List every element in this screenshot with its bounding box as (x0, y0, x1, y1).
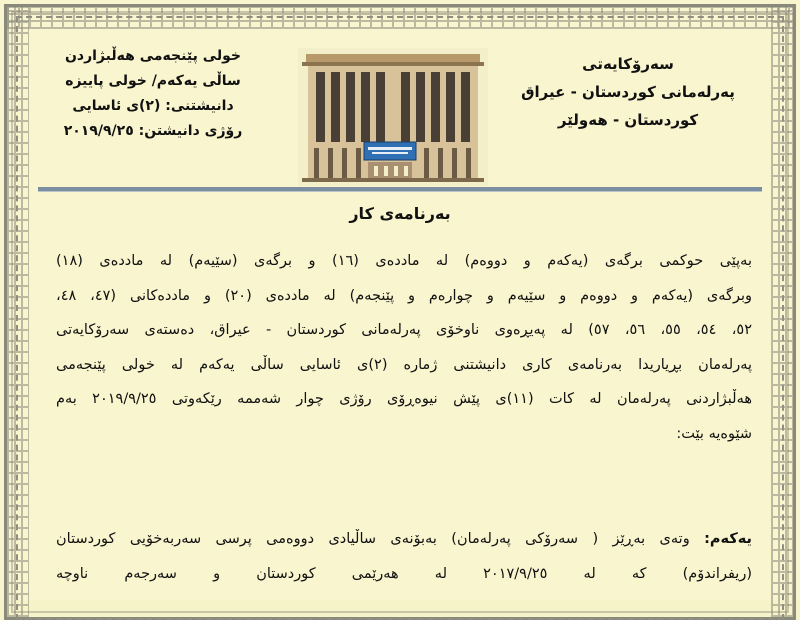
body-line: وبرگەی (یەکەم و دووەم و سێیەم و چوارەم و پێنجەم) لە ماددەی (٢٠) و ماددەکانی (٤٧، ٤٨، (56, 287, 752, 304)
header-right-line1: سەرۆکایەتی (582, 55, 674, 73)
agenda-item-line (56, 522, 752, 557)
header-left-line4: رۆژی دانیشتن: ٢٠١٩/٩/٢٥ (63, 123, 243, 139)
header-left-line3: دانیشتنی: (٢)ی ئاسایی (72, 98, 234, 114)
body-line: بەپێی حوکمی برگەی (یەکەم و دووەم) لە ماددەی (١٦) و برگەی (سێیەم) لە ماددەی (١٨) (56, 253, 752, 269)
body-paragraph (56, 244, 752, 452)
agenda-item-1 (56, 522, 752, 591)
body-line: ٥٢، ٥٤، ٥٥، ٥٦، ٥٧) لە پەیڕەوی ناوخۆی پەرلەمانی کوردستان - عیراق، دەستەی سەرۆکایەتی (56, 322, 752, 339)
body-line: هەڵبژاردنی پەرلەمان لە کات (١١)ی پێش نیوەڕۆی رۆژی چوار شەممە رێکەوتی ٢٠١٩/٩/٢٥ بەم (56, 391, 752, 408)
document-title: بەرنامەی کار (349, 204, 451, 223)
agenda-item-line: (ریفراندۆم) کە لە ٢٠١٧/٩/٢٥ لە هەرێمی کوردستان و سەرجەم ناوچە (56, 565, 752, 582)
agenda-item-text: وتەی بەڕێز ( سەرۆکی پەرلەمان) بەبۆنەی ساڵیادی دووەمی پرسی سەربەخۆیی کوردستان (56, 531, 690, 547)
header-left-line1: خولی پێنجەمی هەڵبژاردن (64, 48, 241, 64)
parliament-building-image (298, 48, 488, 186)
header-divider (38, 187, 762, 192)
header-left-line2: ساڵی یەکەم/ خولی پاییزە (65, 73, 241, 89)
body-line: شێوەیە بێت: (676, 425, 752, 442)
body-line: پەرلەمان بڕیاریدا بەرنامەی کاری دانیشتنی ژمارە (٢)ی ئاسایی ساڵی یەکەم لە خولی پێنجەمی (56, 356, 752, 373)
agenda-item-label: یەکەم: (704, 531, 752, 547)
header-right-line3: کوردستان - هەولێر (557, 111, 699, 129)
header-left (48, 44, 258, 144)
header-right-line2: پەرلەمانی کوردستان - عیراق (521, 83, 735, 101)
header-right (508, 50, 748, 134)
